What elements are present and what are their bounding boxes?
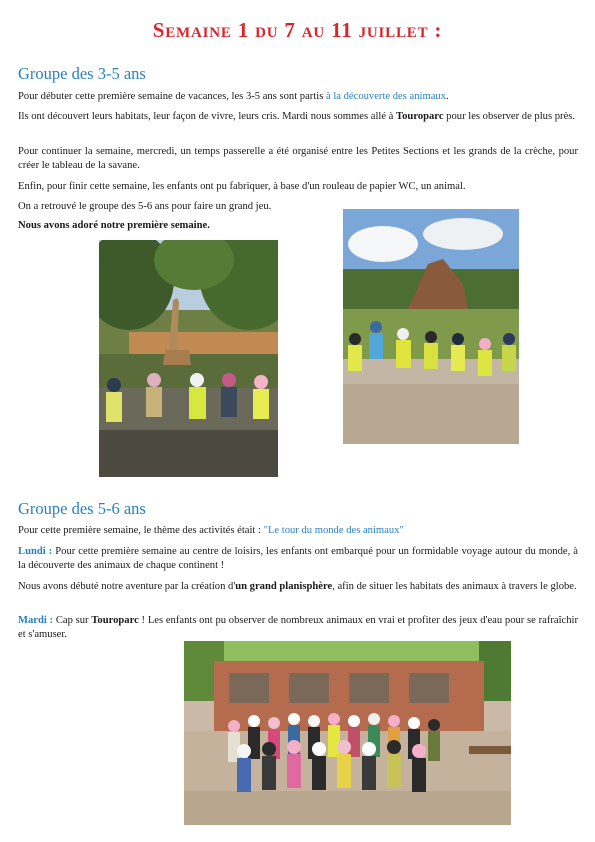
group-3-5-heading: Groupe des 3-5 ans: [18, 64, 146, 83]
page-title: Semaine 1 du 7 au 11 juillet :: [152, 18, 443, 42]
photo-giraffe: [99, 240, 278, 477]
group2-paragraph-3: Nous avons débuté notre aventure par la création d'un grand planisphère, afin de situer les habitats des animaux à travers le globe.: [18, 581, 577, 592]
group2-theme: Pour cette première semaine, le thème des activités était : "Le tour du monde des animaux": [18, 525, 404, 536]
theme-value: "Le tour du monde des animaux": [263, 525, 404, 536]
photo-touroparc-kids: [343, 209, 519, 444]
animals-discovery-link: à la découverte des animaux: [325, 91, 446, 102]
photo-group-touroparc: [184, 641, 511, 825]
group2-mardi: Mardi : Cap sur Touroparc ! Les enfants ont pu observer de nombreux animaux en vrai et profiter des jeux d'eau pour se rafraîchir et s'amuser.: [18, 615, 579, 640]
group1-paragraph-3: Pour continuer la semaine, mercredi, un temps passerelle a été organisé entre les Petites Sections et les grands de la crèche, pour créer le tableau de la savane.: [18, 146, 578, 171]
group1-paragraph-2: Ils ont découvert leurs habitats, leur façon de vivre, leurs cris. Mardi nous sommes allé à Touroparc pour les observer de plus près.: [18, 111, 576, 122]
group1-paragraph-6: Nous avons adoré notre première semaine.: [18, 220, 210, 231]
group2-lundi: Lundi : Pour cette première semaine au centre de loisirs, les enfants ont embarqué pour un formidable voyage autour du monde, à la découverte des animaux de chaque continent !: [18, 546, 578, 571]
group1-paragraph-1: Pour débuter cette première semaine de vacances, les 3-5 ans sont partis à la découverte des animaux.: [18, 91, 449, 102]
group-5-6-heading: Groupe des 5-6 ans: [18, 499, 146, 518]
group1-paragraph-5: On a retrouvé le groupe des 5-6 ans pour faire un grand jeu.: [18, 201, 272, 212]
group1-paragraph-4: Enfin, pour finir cette semaine, les enfants ont pu fabriquer, à base d'un rouleau de papier WC, un animal.: [18, 181, 466, 192]
